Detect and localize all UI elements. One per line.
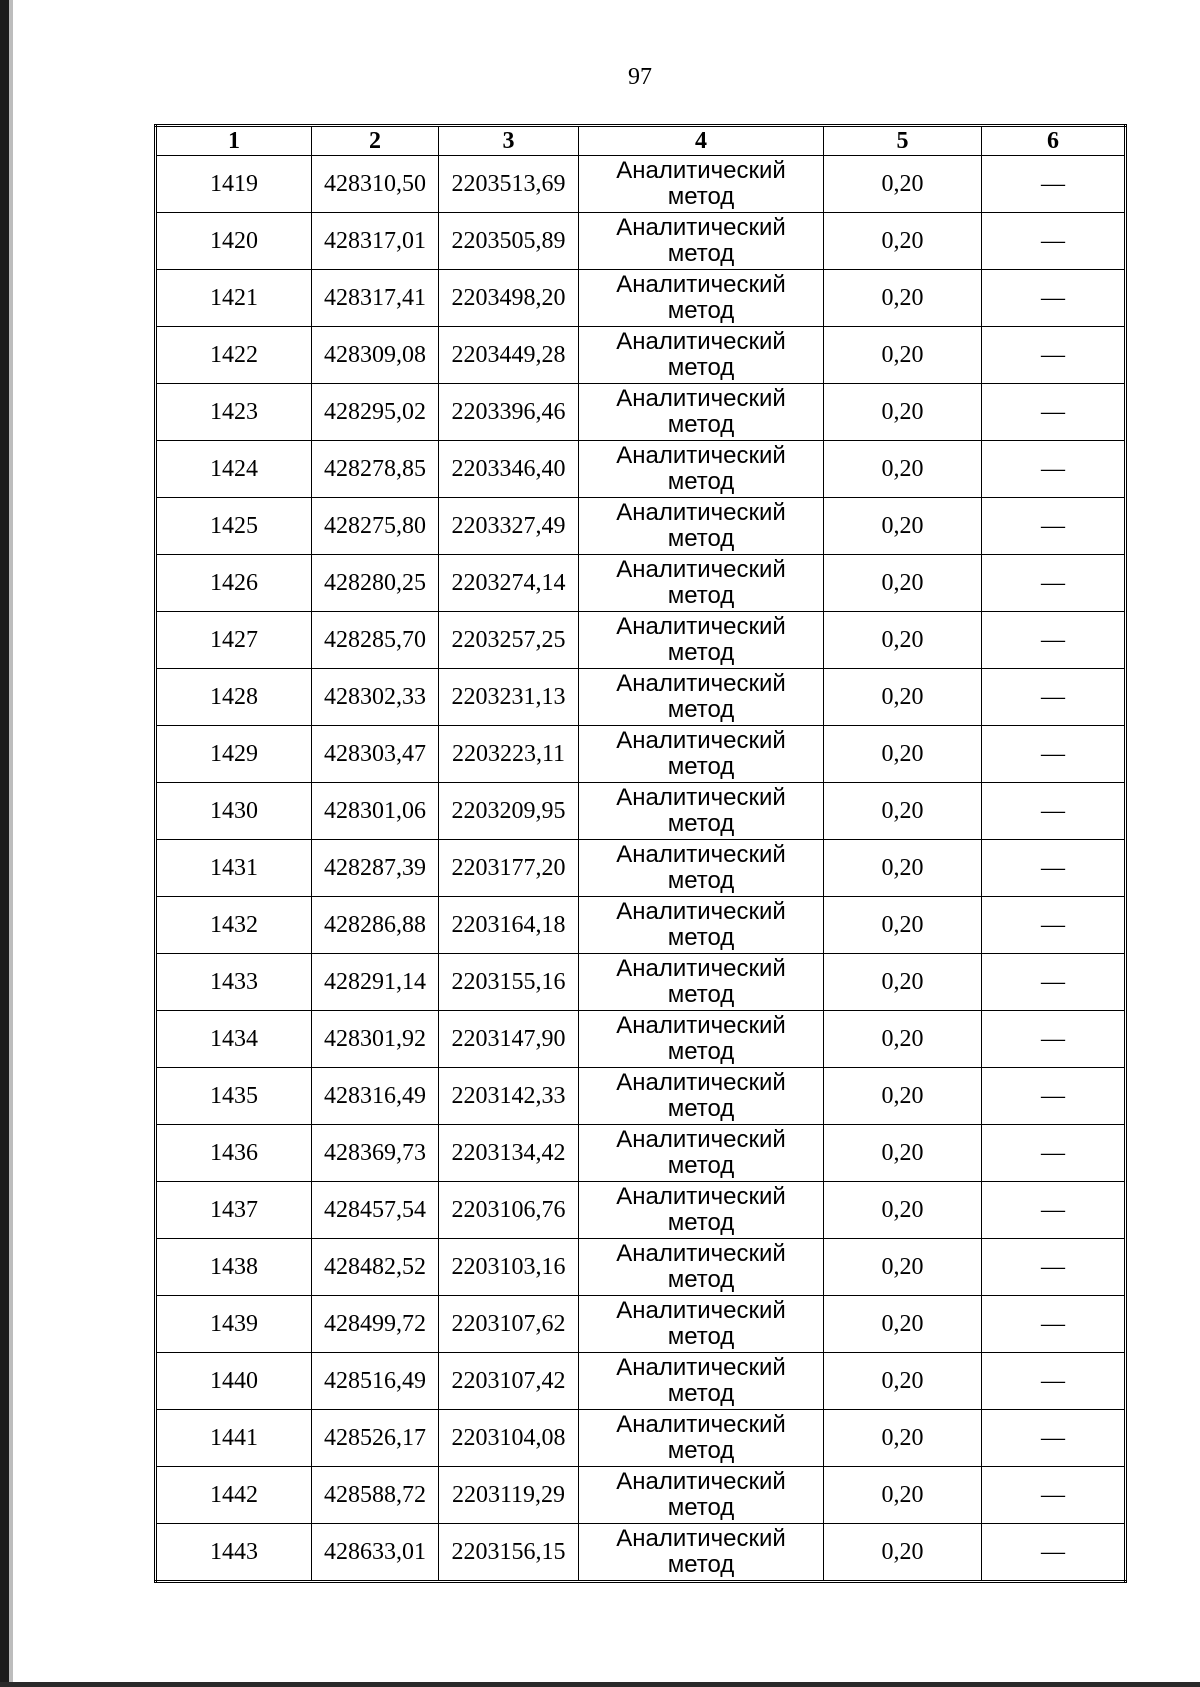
note-cell: —	[982, 213, 1126, 270]
accuracy-cell: 0,20	[824, 954, 982, 1011]
note-cell: —	[982, 1353, 1126, 1410]
method-cell	[579, 669, 824, 726]
table-body	[156, 156, 1126, 1582]
x-coordinate-cell: 428295,02	[312, 384, 439, 441]
note-cell: —	[982, 1410, 1126, 1467]
method-line-1: Аналитический	[616, 271, 786, 298]
method-line-2: метод	[667, 1038, 735, 1065]
table-row	[156, 270, 1126, 327]
page-number: 97	[628, 64, 652, 90]
method-cell	[579, 612, 824, 669]
method-line-1: Аналитический	[616, 955, 786, 982]
method-line-1: Аналитический	[616, 1411, 786, 1438]
method-cell	[579, 1068, 824, 1125]
method-cell	[579, 783, 824, 840]
y-coordinate-cell: 2203142,33	[439, 1068, 579, 1125]
x-coordinate-cell: 428499,72	[312, 1296, 439, 1353]
y-coordinate-cell: 2203104,08	[439, 1410, 579, 1467]
y-coordinate-cell: 2203106,76	[439, 1182, 579, 1239]
method-cell	[579, 555, 824, 612]
accuracy-cell: 0,20	[824, 1182, 982, 1239]
x-coordinate-cell: 428275,80	[312, 498, 439, 555]
method-line-2: метод	[667, 1494, 735, 1521]
column-header: 3	[439, 126, 579, 156]
method-cell	[579, 270, 824, 327]
table-row	[156, 726, 1126, 783]
method-line-2: метод	[667, 468, 735, 495]
point-number-cell: 1437	[156, 1182, 312, 1239]
note-cell: —	[982, 669, 1126, 726]
method-line-2: метод	[667, 867, 735, 894]
note-cell: —	[982, 555, 1126, 612]
y-coordinate-cell: 2203209,95	[439, 783, 579, 840]
note-cell: —	[982, 1125, 1126, 1182]
table-row	[156, 1182, 1126, 1239]
accuracy-cell: 0,20	[824, 498, 982, 555]
table-row	[156, 1239, 1126, 1296]
x-coordinate-cell: 428588,72	[312, 1467, 439, 1524]
note-cell: —	[982, 1011, 1126, 1068]
table-row	[156, 441, 1126, 498]
accuracy-cell: 0,20	[824, 840, 982, 897]
point-number-cell: 1442	[156, 1467, 312, 1524]
method-line-1: Аналитический	[616, 328, 786, 355]
table-row	[156, 384, 1126, 441]
point-number-cell: 1431	[156, 840, 312, 897]
method-cell	[579, 384, 824, 441]
note-cell: —	[982, 1182, 1126, 1239]
method-line-2: метод	[667, 1551, 735, 1578]
accuracy-cell: 0,20	[824, 213, 982, 270]
method-line-2: метод	[667, 1323, 735, 1350]
table-row	[156, 1011, 1126, 1068]
y-coordinate-cell: 2203107,42	[439, 1353, 579, 1410]
table-row	[156, 1296, 1126, 1353]
method-line-2: метод	[667, 582, 735, 609]
note-cell: —	[982, 954, 1126, 1011]
method-line-2: метод	[667, 1152, 735, 1179]
y-coordinate-cell: 2203449,28	[439, 327, 579, 384]
x-coordinate-cell: 428280,25	[312, 555, 439, 612]
point-number-cell: 1422	[156, 327, 312, 384]
column-header: 6	[982, 126, 1126, 156]
method-cell	[579, 1011, 824, 1068]
note-cell: —	[982, 156, 1126, 213]
method-line-1: Аналитический	[616, 613, 786, 640]
accuracy-cell: 0,20	[824, 327, 982, 384]
method-line-2: метод	[667, 696, 735, 723]
note-cell: —	[982, 498, 1126, 555]
x-coordinate-cell: 428287,39	[312, 840, 439, 897]
y-coordinate-cell: 2203257,25	[439, 612, 579, 669]
note-cell: —	[982, 783, 1126, 840]
point-number-cell: 1423	[156, 384, 312, 441]
note-cell: —	[982, 441, 1126, 498]
method-line-1: Аналитический	[616, 784, 786, 811]
method-line-1: Аналитический	[616, 1525, 786, 1552]
table-row	[156, 327, 1126, 384]
point-number-cell: 1440	[156, 1353, 312, 1410]
y-coordinate-cell: 2203513,69	[439, 156, 579, 213]
accuracy-cell: 0,20	[824, 726, 982, 783]
method-line-1: Аналитический	[616, 442, 786, 469]
method-cell	[579, 498, 824, 555]
method-line-1: Аналитический	[616, 157, 786, 184]
x-coordinate-cell: 428516,49	[312, 1353, 439, 1410]
point-number-cell: 1443	[156, 1524, 312, 1582]
table-row	[156, 612, 1126, 669]
y-coordinate-cell: 2203505,89	[439, 213, 579, 270]
method-line-1: Аналитический	[616, 841, 786, 868]
method-line-2: метод	[667, 1095, 735, 1122]
scan-edge-shadow	[9, 0, 13, 1687]
point-number-cell: 1428	[156, 669, 312, 726]
table-row	[156, 213, 1126, 270]
method-cell	[579, 1467, 824, 1524]
method-cell	[579, 1410, 824, 1467]
y-coordinate-cell: 2203177,20	[439, 840, 579, 897]
accuracy-cell: 0,20	[824, 783, 982, 840]
method-cell	[579, 1524, 824, 1582]
note-cell: —	[982, 840, 1126, 897]
y-coordinate-cell: 2203498,20	[439, 270, 579, 327]
table-row	[156, 897, 1126, 954]
method-cell	[579, 1353, 824, 1410]
table-row	[156, 1068, 1126, 1125]
accuracy-cell: 0,20	[824, 612, 982, 669]
point-number-cell: 1434	[156, 1011, 312, 1068]
x-coordinate-cell: 428310,50	[312, 156, 439, 213]
x-coordinate-cell: 428291,14	[312, 954, 439, 1011]
point-number-cell: 1430	[156, 783, 312, 840]
note-cell: —	[982, 1524, 1126, 1582]
x-coordinate-cell: 428286,88	[312, 897, 439, 954]
method-cell	[579, 1296, 824, 1353]
method-line-1: Аналитический	[616, 556, 786, 583]
accuracy-cell: 0,20	[824, 669, 982, 726]
method-line-1: Аналитический	[616, 1297, 786, 1324]
y-coordinate-cell: 2203103,16	[439, 1239, 579, 1296]
table-row	[156, 1410, 1126, 1467]
accuracy-cell: 0,20	[824, 897, 982, 954]
note-cell: —	[982, 327, 1126, 384]
note-cell: —	[982, 612, 1126, 669]
point-number-cell: 1438	[156, 1239, 312, 1296]
method-line-1: Аналитический	[616, 499, 786, 526]
column-header: 5	[824, 126, 982, 156]
x-coordinate-cell: 428526,17	[312, 1410, 439, 1467]
method-cell	[579, 327, 824, 384]
table-row	[156, 1125, 1126, 1182]
x-coordinate-cell: 428482,52	[312, 1239, 439, 1296]
point-number-cell: 1427	[156, 612, 312, 669]
y-coordinate-cell: 2203346,40	[439, 441, 579, 498]
method-line-2: метод	[667, 1266, 735, 1293]
point-number-cell: 1424	[156, 441, 312, 498]
method-cell	[579, 726, 824, 783]
x-coordinate-cell: 428303,47	[312, 726, 439, 783]
accuracy-cell: 0,20	[824, 1524, 982, 1582]
accuracy-cell: 0,20	[824, 1068, 982, 1125]
method-line-2: метод	[667, 297, 735, 324]
method-line-2: метод	[667, 1437, 735, 1464]
method-line-1: Аналитический	[616, 1012, 786, 1039]
point-number-cell: 1433	[156, 954, 312, 1011]
point-number-cell: 1436	[156, 1125, 312, 1182]
y-coordinate-cell: 2203134,42	[439, 1125, 579, 1182]
column-header: 1	[156, 126, 312, 156]
method-line-2: метод	[667, 183, 735, 210]
method-line-1: Аналитический	[616, 1468, 786, 1495]
point-number-cell: 1425	[156, 498, 312, 555]
x-coordinate-cell: 428302,33	[312, 669, 439, 726]
method-line-1: Аналитический	[616, 898, 786, 925]
accuracy-cell: 0,20	[824, 1011, 982, 1068]
y-coordinate-cell: 2203119,29	[439, 1467, 579, 1524]
table-row	[156, 783, 1126, 840]
column-header: 2	[312, 126, 439, 156]
note-cell: —	[982, 1296, 1126, 1353]
method-cell	[579, 441, 824, 498]
x-coordinate-cell: 428317,41	[312, 270, 439, 327]
x-coordinate-cell: 428369,73	[312, 1125, 439, 1182]
note-cell: —	[982, 1239, 1126, 1296]
method-line-1: Аналитический	[616, 385, 786, 412]
method-cell	[579, 1125, 824, 1182]
x-coordinate-cell: 428278,85	[312, 441, 439, 498]
accuracy-cell: 0,20	[824, 1467, 982, 1524]
method-cell	[579, 1239, 824, 1296]
coordinates-table	[154, 124, 1127, 1583]
method-line-2: метод	[667, 411, 735, 438]
x-coordinate-cell: 428309,08	[312, 327, 439, 384]
point-number-cell: 1426	[156, 555, 312, 612]
accuracy-cell: 0,20	[824, 156, 982, 213]
method-line-2: метод	[667, 354, 735, 381]
x-coordinate-cell: 428317,01	[312, 213, 439, 270]
table-row	[156, 555, 1126, 612]
method-line-1: Аналитический	[616, 727, 786, 754]
method-line-1: Аналитический	[616, 1126, 786, 1153]
method-line-1: Аналитический	[616, 1183, 786, 1210]
method-line-1: Аналитический	[616, 1069, 786, 1096]
x-coordinate-cell: 428316,49	[312, 1068, 439, 1125]
y-coordinate-cell: 2203155,16	[439, 954, 579, 1011]
table-row	[156, 1353, 1126, 1410]
table-row	[156, 1467, 1126, 1524]
note-cell: —	[982, 270, 1126, 327]
method-cell	[579, 840, 824, 897]
method-line-2: метод	[667, 525, 735, 552]
x-coordinate-cell: 428301,06	[312, 783, 439, 840]
point-number-cell: 1419	[156, 156, 312, 213]
method-cell	[579, 954, 824, 1011]
method-line-1: Аналитический	[616, 214, 786, 241]
scan-edge-left	[0, 0, 9, 1687]
method-line-1: Аналитический	[616, 670, 786, 697]
table-row	[156, 498, 1126, 555]
method-cell	[579, 1182, 824, 1239]
table-row	[156, 669, 1126, 726]
method-line-2: метод	[667, 240, 735, 267]
x-coordinate-cell: 428285,70	[312, 612, 439, 669]
method-line-2: метод	[667, 753, 735, 780]
x-coordinate-cell: 428633,01	[312, 1524, 439, 1582]
point-number-cell: 1432	[156, 897, 312, 954]
x-coordinate-cell: 428301,92	[312, 1011, 439, 1068]
note-cell: —	[982, 1467, 1126, 1524]
note-cell: —	[982, 384, 1126, 441]
y-coordinate-cell: 2203327,49	[439, 498, 579, 555]
accuracy-cell: 0,20	[824, 1410, 982, 1467]
accuracy-cell: 0,20	[824, 1239, 982, 1296]
table-row	[156, 954, 1126, 1011]
accuracy-cell: 0,20	[824, 1125, 982, 1182]
point-number-cell: 1421	[156, 270, 312, 327]
y-coordinate-cell: 2203396,46	[439, 384, 579, 441]
point-number-cell: 1439	[156, 1296, 312, 1353]
point-number-cell: 1420	[156, 213, 312, 270]
accuracy-cell: 0,20	[824, 555, 982, 612]
y-coordinate-cell: 2203231,13	[439, 669, 579, 726]
y-coordinate-cell: 2203223,11	[439, 726, 579, 783]
accuracy-cell: 0,20	[824, 1296, 982, 1353]
method-line-2: метод	[667, 1209, 735, 1236]
y-coordinate-cell: 2203274,14	[439, 555, 579, 612]
method-line-1: Аналитический	[616, 1354, 786, 1381]
note-cell: —	[982, 897, 1126, 954]
method-line-2: метод	[667, 981, 735, 1008]
y-coordinate-cell: 2203164,18	[439, 897, 579, 954]
point-number-cell: 1435	[156, 1068, 312, 1125]
method-line-2: метод	[667, 810, 735, 837]
table-row	[156, 840, 1126, 897]
x-coordinate-cell: 428457,54	[312, 1182, 439, 1239]
method-line-2: метод	[667, 639, 735, 666]
method-cell	[579, 897, 824, 954]
table-row	[156, 1524, 1126, 1582]
column-header: 4	[579, 126, 824, 156]
accuracy-cell: 0,20	[824, 441, 982, 498]
method-cell	[579, 213, 824, 270]
y-coordinate-cell: 2203147,90	[439, 1011, 579, 1068]
method-line-1: Аналитический	[616, 1240, 786, 1267]
accuracy-cell: 0,20	[824, 270, 982, 327]
method-line-2: метод	[667, 924, 735, 951]
note-cell: —	[982, 726, 1126, 783]
method-line-2: метод	[667, 1380, 735, 1407]
method-cell	[579, 156, 824, 213]
scan-edge-bottom	[0, 1682, 1200, 1687]
note-cell: —	[982, 1068, 1126, 1125]
table-row	[156, 156, 1126, 213]
y-coordinate-cell: 2203156,15	[439, 1524, 579, 1582]
accuracy-cell: 0,20	[824, 384, 982, 441]
table-header-row	[156, 126, 1126, 156]
point-number-cell: 1441	[156, 1410, 312, 1467]
y-coordinate-cell: 2203107,62	[439, 1296, 579, 1353]
accuracy-cell: 0,20	[824, 1353, 982, 1410]
point-number-cell: 1429	[156, 726, 312, 783]
